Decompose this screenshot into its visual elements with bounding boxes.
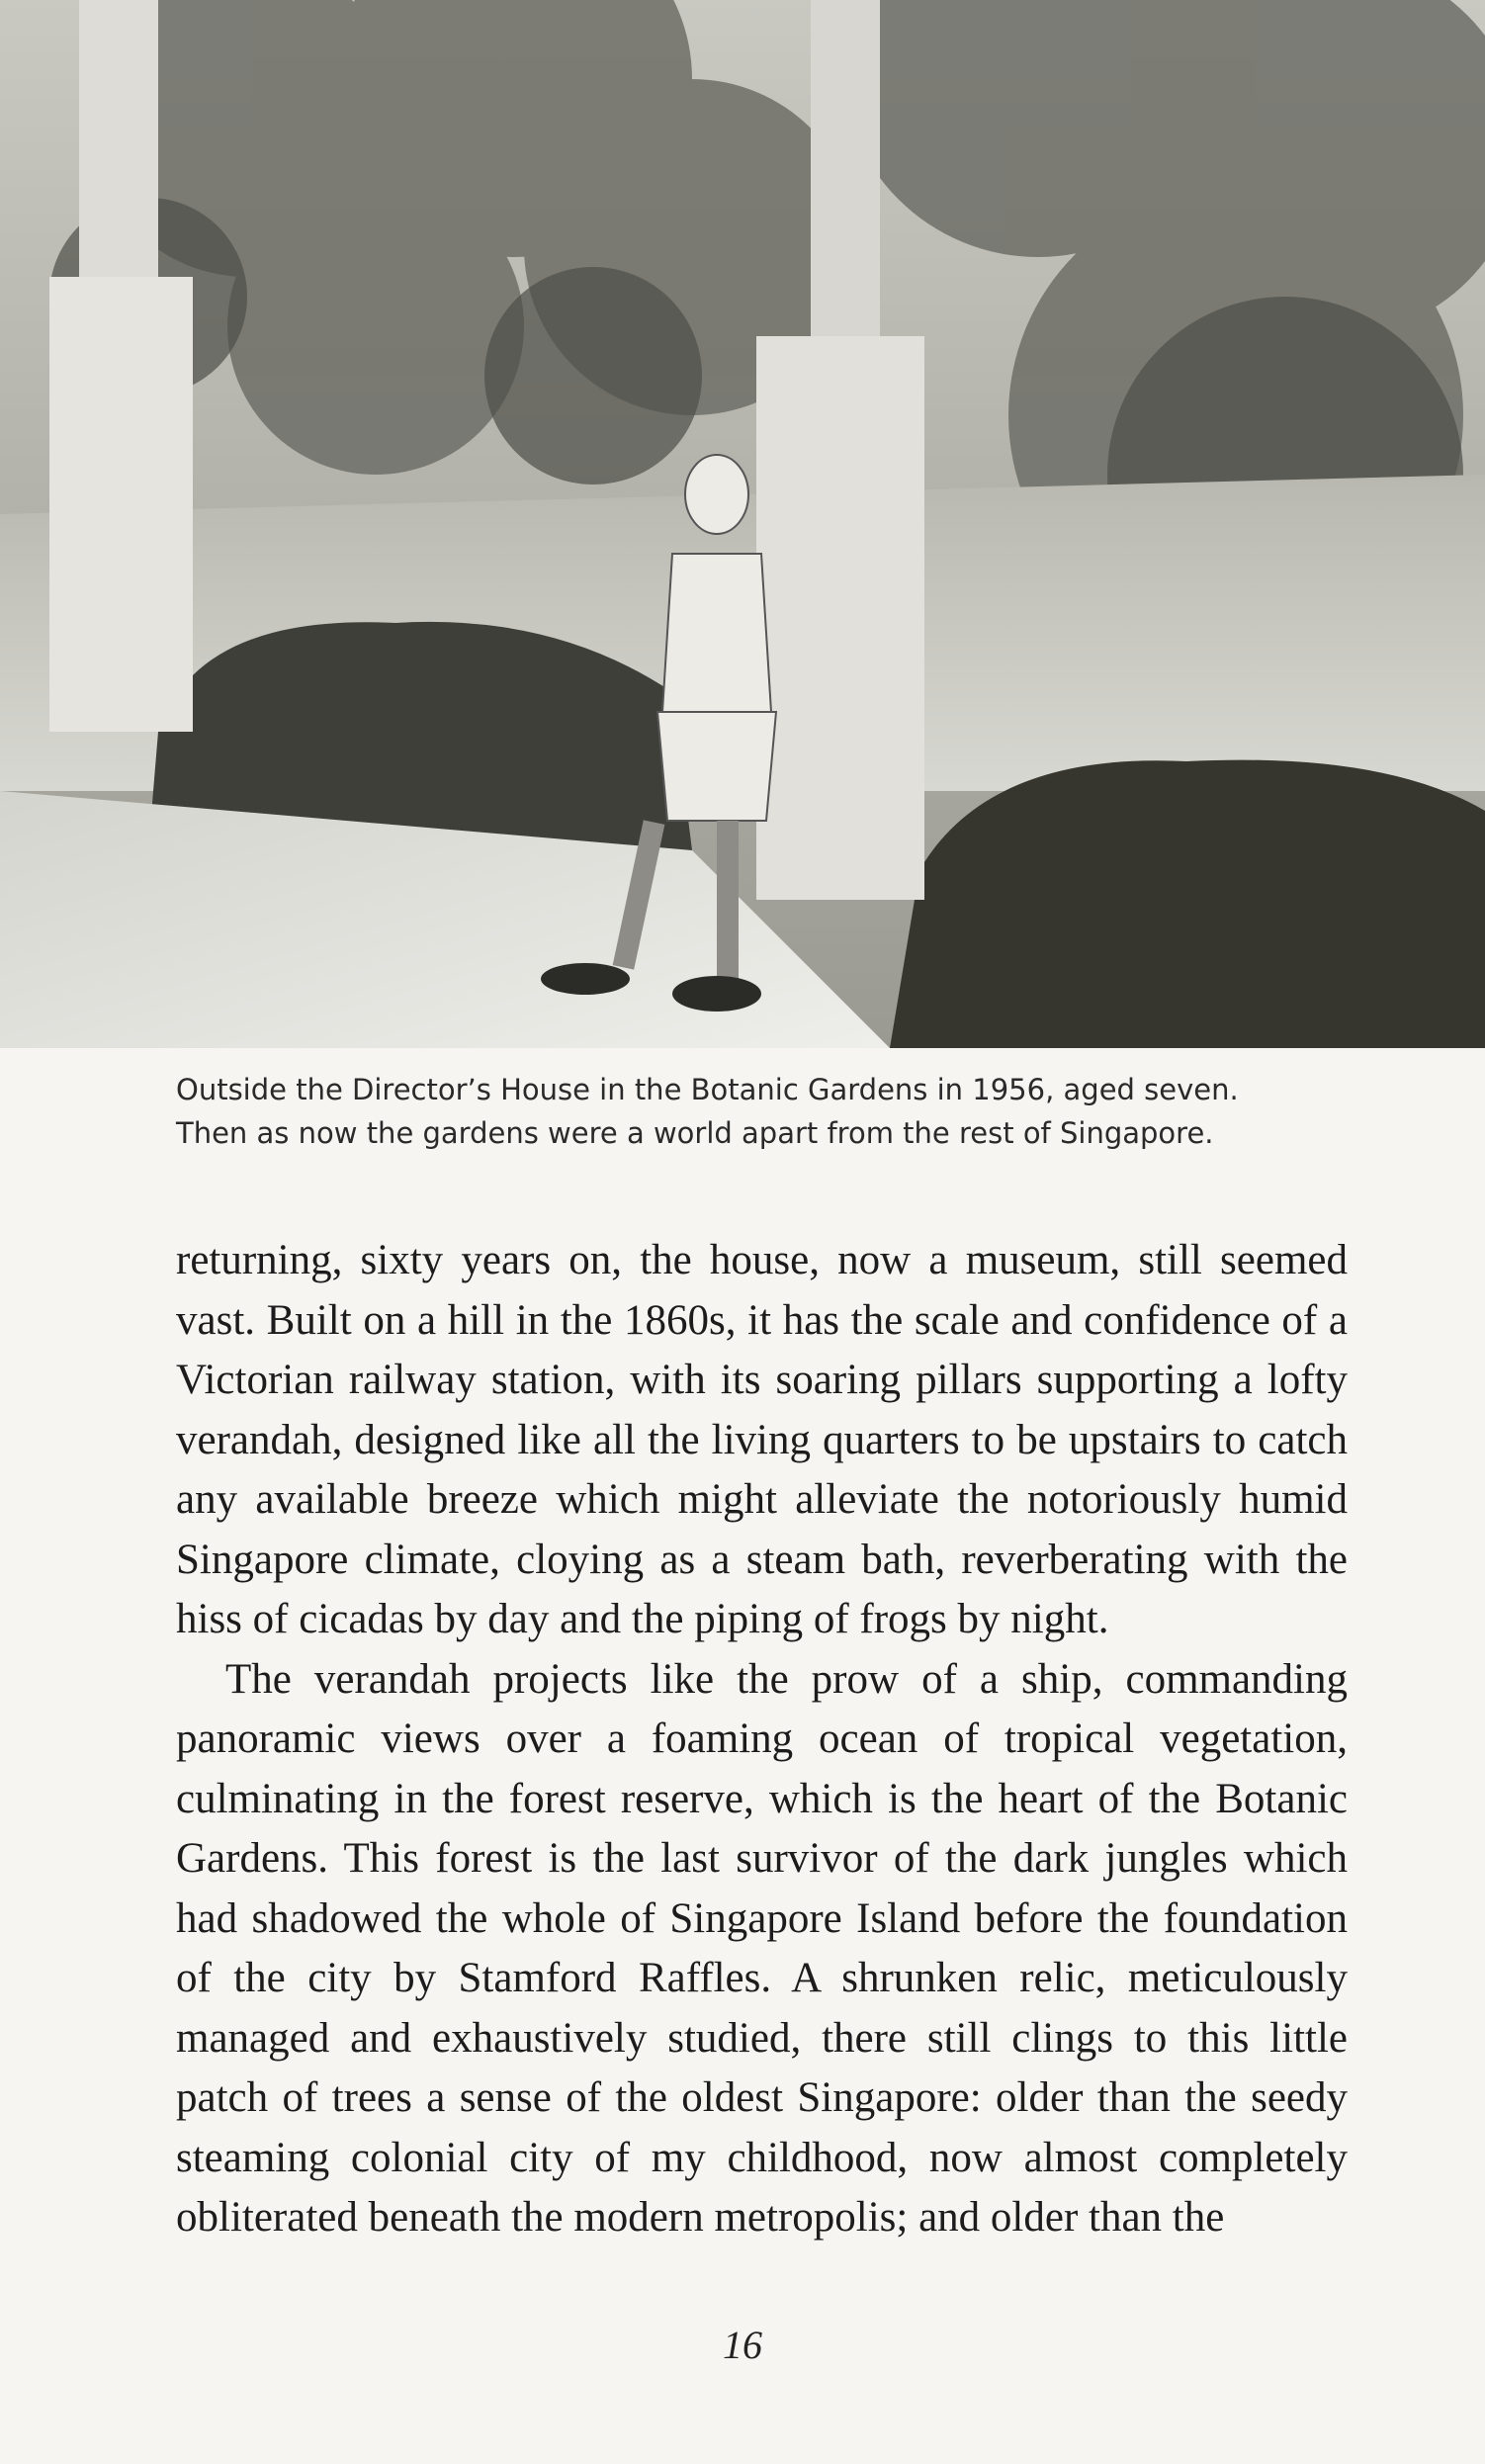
photograph: [0, 0, 1485, 1048]
paragraph: returning, sixty years on, the house, now a museum, still seemed vast. Built on a hill in the 1860s, it has the scale and confidence of a Victorian railway station, with its soaring pillars supporting a lofty verandah, designed like all the living quarters to be upstairs to catch any available breeze which might alleviate the notoriously humid Singapore climate, cloying as a steam bath, reverberating with the hiss of cicadas by day and the piping of frogs by night.: [176, 1237, 1348, 1642]
caption-line: Then as now the gardens were a world apart from the rest of Singapore.: [176, 1116, 1214, 1150]
paragraph: The verandah projects like the prow of a ship, commanding panoramic views over a foaming ocean of tropical vegetation, culminating in the forest reserve, which is the heart of the Botanic Gardens. This forest is the last survivor of the dark jungles which had shadowed the whole of Singapore Island before the foundation of the city by Stamford Raffles. A shrunken relic, meticulously managed and exhaustively studied, there still clings to this little patch of trees a sense of the oldest Singapore: older than the seedy steaming colonial city of my childhood, now almost completely obliterated beneath the modern metropolis; and older than the: [176, 1655, 1348, 2241]
body-text: [176, 1231, 1348, 2248]
photo-caption: [176, 1068, 1362, 1155]
caption-line: Outside the Director’s House in the Botanic Gardens in 1956, aged seven.: [176, 1073, 1239, 1106]
page-number: 16: [723, 2323, 762, 2367]
